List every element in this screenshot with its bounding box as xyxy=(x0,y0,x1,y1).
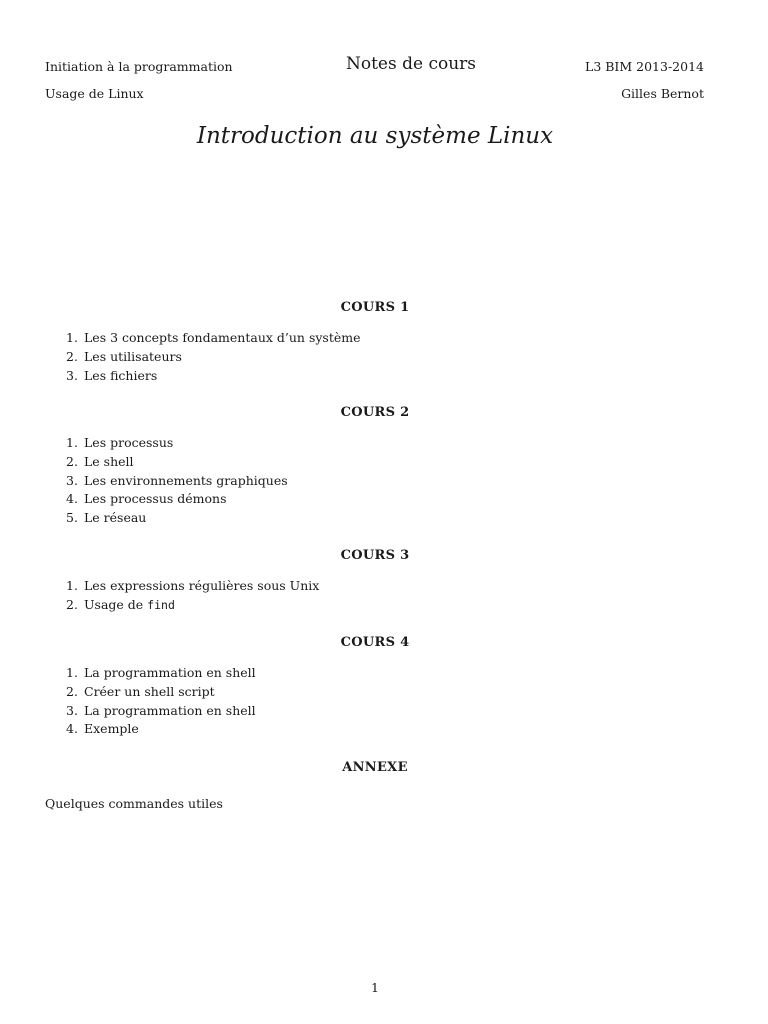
item-text: Usage de xyxy=(84,596,144,612)
list-item xyxy=(66,720,256,739)
item-text: Les expressions régulières sous Unix xyxy=(84,578,320,593)
item-number: 4. xyxy=(66,721,78,737)
list-item xyxy=(66,596,319,615)
item-code: find xyxy=(147,597,175,612)
item-text: La programmation en shell xyxy=(84,702,256,718)
item-text: Les fichiers xyxy=(84,367,158,383)
list-item xyxy=(66,509,288,528)
item-number: 1. xyxy=(66,330,78,345)
header-center-title: Notes de cours xyxy=(345,54,477,74)
item-number: 3. xyxy=(66,472,78,488)
item-text: Créer un shell script xyxy=(84,683,215,699)
item-number: 1. xyxy=(66,435,78,450)
list-item xyxy=(66,367,361,386)
item-number: 4. xyxy=(66,491,78,507)
list-item xyxy=(66,453,288,472)
section-list-cours-3 xyxy=(66,577,319,615)
header-course: Initiation à la programmation xyxy=(45,59,233,74)
item-text: Le réseau xyxy=(84,510,147,526)
item-text: Les processus démons xyxy=(84,491,227,507)
section-list-cours-4 xyxy=(66,664,256,739)
item-number: 2. xyxy=(66,348,78,364)
list-item xyxy=(66,490,288,509)
item-text: Les processus xyxy=(84,435,174,450)
header-author: Gilles Bernot xyxy=(621,86,704,101)
item-text: La programmation en shell xyxy=(84,665,256,680)
section-title-cours-4: COURS 4 xyxy=(340,635,410,650)
item-number: 1. xyxy=(66,578,78,593)
item-text: Le shell xyxy=(84,453,134,469)
list-item xyxy=(66,683,256,702)
item-text: Les 3 concepts fondamentaux d’un système xyxy=(84,330,361,345)
list-item xyxy=(66,577,319,596)
list-item xyxy=(66,702,256,721)
item-number: 1. xyxy=(66,665,78,680)
section-list-cours-2 xyxy=(66,434,288,528)
section-list-cours-1 xyxy=(66,329,361,385)
item-text: Exemple xyxy=(84,721,139,737)
list-item xyxy=(66,472,288,491)
section-title-cours-1: COURS 1 xyxy=(340,300,410,315)
item-number: 3. xyxy=(66,702,78,718)
document-title: Introduction au système Linux xyxy=(196,123,554,149)
item-text: Les environnements graphiques xyxy=(84,472,288,488)
item-number: 2. xyxy=(66,596,78,612)
item-number: 5. xyxy=(66,510,78,526)
header-topic: Usage de Linux xyxy=(45,86,144,101)
list-item xyxy=(66,434,288,453)
header-year: L3 BIM 2013-2014 xyxy=(585,59,704,74)
item-number: 3. xyxy=(66,367,78,383)
list-item xyxy=(66,348,361,367)
section-title-cours-3: COURS 3 xyxy=(340,548,410,563)
item-text: Les utilisateurs xyxy=(84,348,182,364)
item-number: 2. xyxy=(66,683,78,699)
item-number: 2. xyxy=(66,453,78,469)
section-title-cours-2: COURS 2 xyxy=(340,405,410,420)
page-number: 1 xyxy=(371,980,379,995)
annexe-text: Quelques commandes utiles xyxy=(45,796,223,811)
list-item xyxy=(66,664,256,683)
section-title-annexe: ANNEXE xyxy=(342,760,408,775)
list-item xyxy=(66,329,361,348)
